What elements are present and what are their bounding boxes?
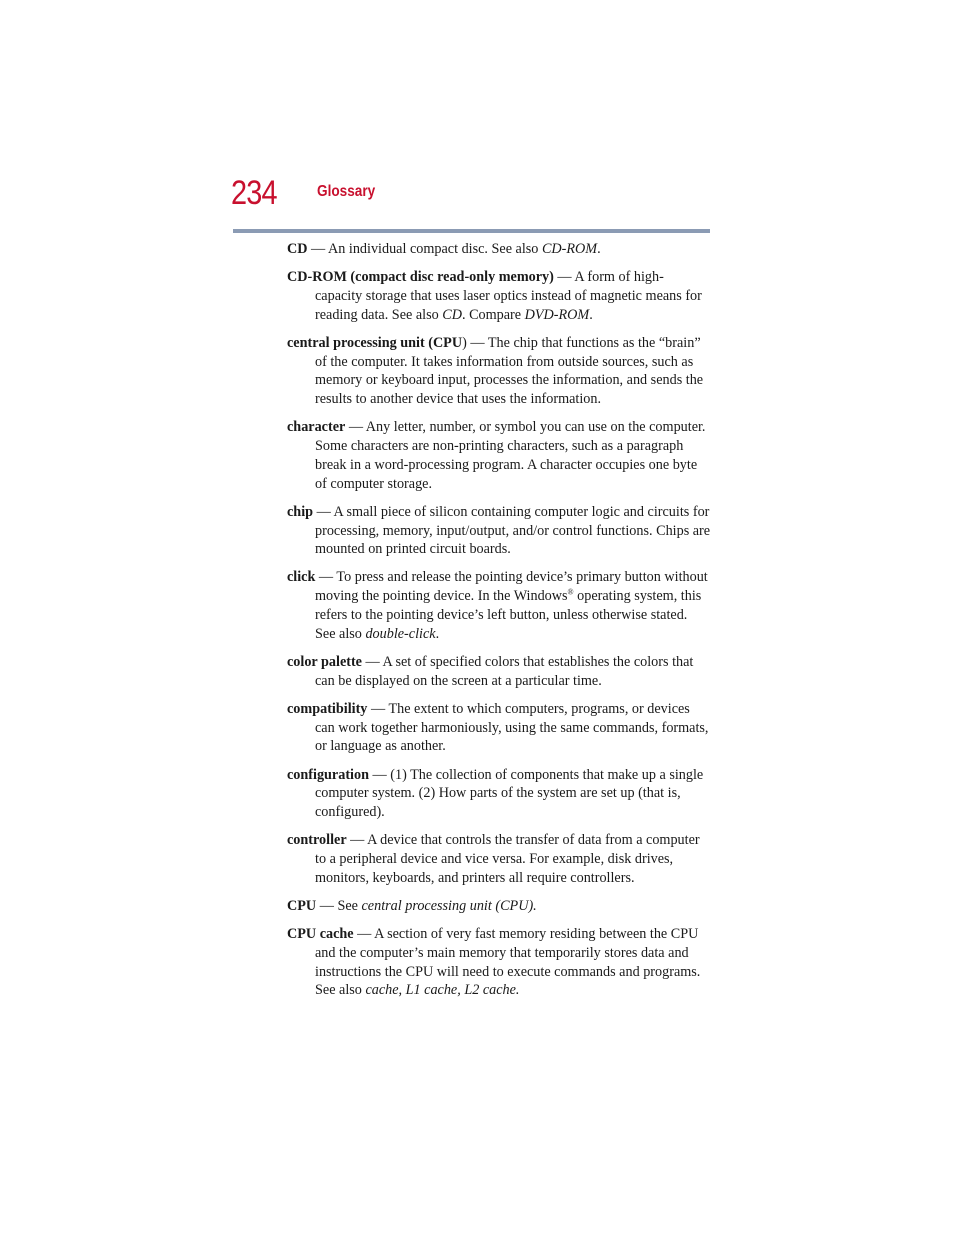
glossary-entry-cpu-full (287, 334, 711, 409)
entry-dash: — (345, 419, 366, 436)
glossary-term: color palette (287, 653, 362, 670)
glossary-definition: The extent to which computers, programs, or devices can work together harmoniously, using the same commands, formats, or language as another. (315, 700, 709, 755)
entry-dash: — (307, 241, 328, 257)
glossary-definition-cont: operating system, this refers to the pointing device’s left button, unless otherwise stated. See also (315, 588, 702, 642)
glossary-entry-cd (287, 240, 711, 259)
glossary-definition: A device that controls the transfer of data from a computer to a peripheral device and vice versa. For example, disk drives, monitors, keyboards, and printers all require controllers. (315, 832, 700, 886)
glossary-term: character (287, 419, 346, 436)
section-title: Glossary (317, 183, 376, 200)
glossary-term: chip (287, 503, 314, 520)
glossary-entry-cpu-cache (287, 925, 711, 1000)
entry-end: . (435, 625, 440, 642)
glossary-definition: See (337, 897, 362, 914)
glossary-term: controller (287, 832, 347, 849)
entry-dash: — (361, 653, 383, 670)
entry-dash: — (466, 334, 488, 351)
glossary-term: click (287, 569, 316, 586)
glossary-list (287, 240, 711, 1009)
glossary-term: compatibility (287, 700, 368, 717)
glossary-entry-cd-rom (287, 268, 711, 324)
glossary-definition: The chip that functions as the “brain” of the computer. It takes information from outside sources, such as memory or keyboard input, processes the information, and sends the results to another device that uses the information. (315, 334, 704, 408)
glossary-entry-controller (287, 831, 711, 887)
glossary-definition: A section of very fast memory residing between the CPU and the computer’s main memory that temporarily stores data and instructions the CPU will need to execute commands and programs. See also (315, 925, 701, 999)
entry-end: . (589, 306, 593, 323)
entry-dash: — (367, 700, 389, 717)
glossary-definition: A form of high-capacity storage that uses laser optics instead of magnetic means for reading data. See also (315, 269, 702, 323)
entry-dash: — (316, 897, 338, 914)
glossary-entry-click (287, 568, 711, 643)
registered-mark: ® (567, 587, 574, 597)
cross-reference: CD-ROM (541, 241, 598, 257)
entry-dash: — (315, 569, 337, 586)
cross-reference: DVD-ROM (524, 306, 590, 323)
glossary-entry-configuration (287, 766, 711, 822)
glossary-entry-color-palette (287, 653, 711, 691)
entry-dash: — (353, 925, 375, 942)
glossary-definition: (1) The collection of components that make up a single computer system. (2) How parts of the system are set up (that is, configured). (315, 766, 704, 821)
cross-reference: CD (442, 306, 462, 323)
glossary-term: CPU cache (287, 925, 354, 942)
entry-end: . (597, 241, 601, 257)
glossary-definition: Any letter, number, or symbol you can use on the computer. Some characters are non-printing characters, such as a paragraph break in a word-processing program. A character occupies one byte of computer storage. (315, 419, 706, 492)
glossary-entry-character (287, 418, 711, 493)
glossary-term: configuration (287, 766, 369, 783)
entry-dash: — (553, 269, 575, 286)
glossary-entry-chip (287, 503, 711, 559)
glossary-term: CD (287, 241, 308, 257)
glossary-definition: To press and release the pointing device’s primary button without moving the pointing device. In the Windows (315, 569, 708, 605)
entry-dash: — (368, 766, 391, 783)
glossary-term: central processing unit (CPU (287, 334, 463, 351)
entry-dash: — (346, 832, 368, 849)
header-rule (233, 229, 710, 233)
glossary-entry-cpu (287, 897, 711, 916)
glossary-definition: A small piece of silicon containing computer logic and circuits for processing, memory, input/output, and/or control functions. Chips are mounted on printed circuit boards. (315, 503, 711, 558)
glossary-definition: A set of specified colors that establishes the colors that can be displayed on the screen at a particular time. (315, 653, 694, 689)
glossary-definition: An individual compact disc. See also (328, 241, 542, 257)
page-number: 234 (231, 174, 277, 212)
entry-dash: — (313, 503, 334, 520)
glossary-term: CPU (287, 897, 317, 914)
glossary-term: CD-ROM (compact disc read-only memory) (287, 269, 554, 286)
cross-reference: double-click (365, 625, 436, 642)
definition-middle: . Compare (461, 306, 525, 323)
cross-reference: central processing unit (CPU). (361, 897, 537, 914)
term-close-paren: ) (462, 334, 467, 351)
glossary-entry-compatibility (287, 700, 711, 756)
cross-reference: cache, L1 cache, L2 cache. (365, 982, 520, 999)
